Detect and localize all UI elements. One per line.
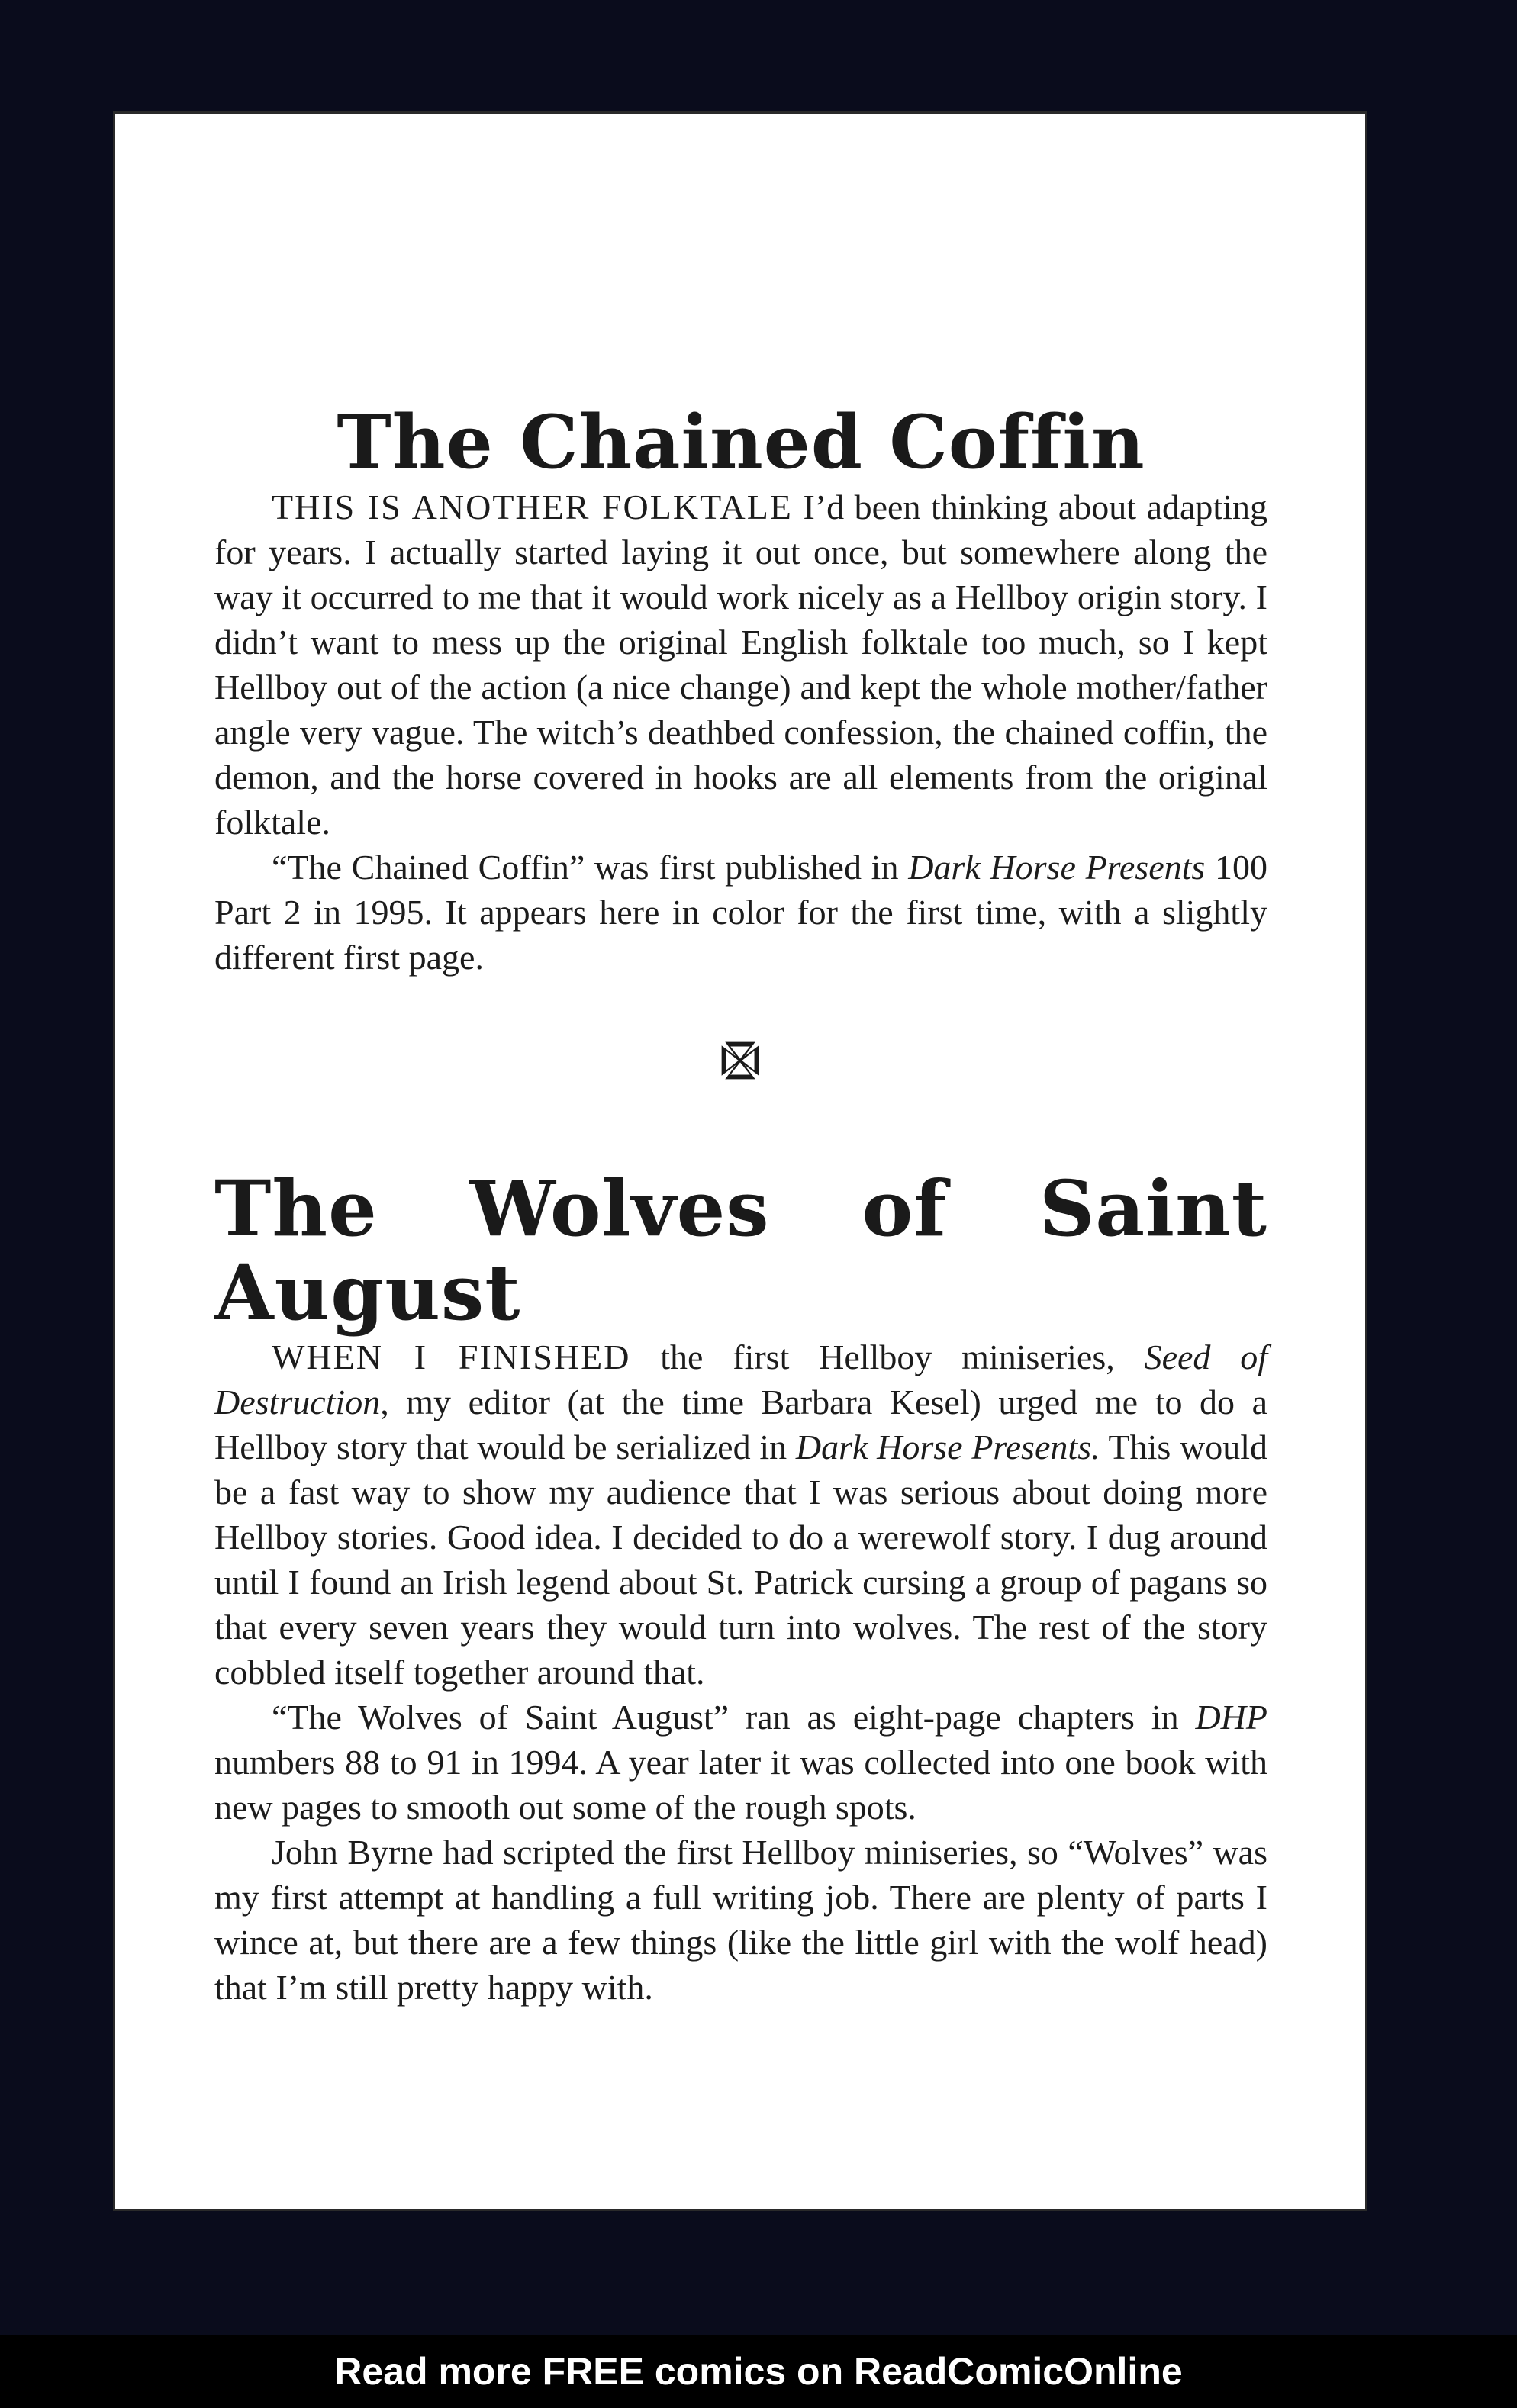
maltese-cross-icon	[718, 1038, 762, 1083]
paragraph: “The Wolves of Saint August” ran as eight-page chapters in DHP numbers 88 to 91 in 1994. A year later it was collected into one book with new pages to smooth out some of the rough spots.	[214, 1698, 1267, 1827]
paragraph: WHEN I FINISHED the first Hellboy miniseries, Seed of Destruction, my editor (at the time Barbara Kesel) urged me to do a Hellboy story that would be serialized in Dark Horse Presents. This would be a fast way to show my audience that I was serious about doing more Hellboy stories. Good idea. I decided to do a werewolf story. I dug around until I found an Irish legend about St. Patrick cursing a group of pagans so that every seven years they would turn into wolves. The rest of the story cobbled itself together around that.	[214, 1338, 1267, 1692]
section-title-chained-coffin: The Chained Coffin	[337, 399, 1145, 485]
section-wolves-of-saint-august	[214, 1164, 1267, 2010]
section-chained-coffin	[214, 401, 1267, 980]
promo-banner-text[interactable]: Read more FREE comics on ReadComicOnline	[334, 2350, 1183, 2393]
section-title-wolves: The Wolves of Saint August	[214, 1164, 1267, 1338]
paragraph: “The Chained Coffin” was first published in Dark Horse Presents 100 Part 2 in 1995. It appears here in color for the first time, with a slightly different first page.	[214, 848, 1268, 977]
promo-banner[interactable]	[0, 2335, 1517, 2408]
book-page	[113, 111, 1367, 2211]
paragraph: John Byrne had scripted the first Hellboy miniseries, so “Wolves” was my first attempt at handling a full writing job. There are plenty of parts I wince at, but there are a few things (like the little girl with the wolf head) that I’m still pretty happy with.	[214, 1833, 1267, 2007]
paragraph: THIS IS ANOTHER FOLKTALE I’d been thinking about adapting for years. I actually started laying it out once, but somewhere along the way it occurred to me that it would work nicely as a Hellboy origin story. I didn’t want to mess up the original English folktale too much, so I kept Hellboy out of the action (a nice change) and kept the whole mother/father angle very vague. The witch’s deathbed confession, the chained coffin, the demon, and the horse covered in hooks are all elements from the original folktale.	[214, 488, 1267, 842]
